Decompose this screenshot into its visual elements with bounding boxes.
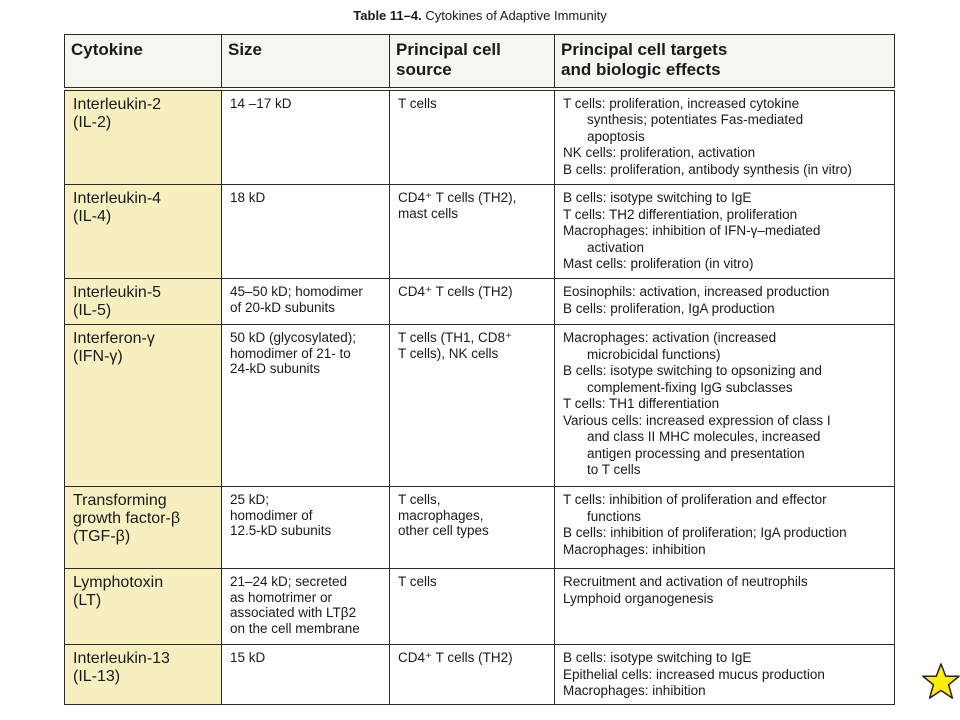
header-source: Principal cell source xyxy=(390,35,555,89)
cell-source-line: CD4⁺ T cells (TH2), xyxy=(398,190,517,205)
biologic-effects xyxy=(555,89,895,185)
cytokine-size-line: on the cell membrane xyxy=(230,620,360,636)
cytokine-size xyxy=(222,645,390,705)
cytokine-size-line: 18 kD xyxy=(230,190,266,205)
cytokine-size-line: 24-kD subunits xyxy=(230,361,321,376)
effect-line: and class II MHC molecules, increased xyxy=(587,429,821,444)
cytokine-name-line: (IL-2) xyxy=(73,113,112,131)
effect-line: antigen processing and presentation xyxy=(587,445,805,461)
cytokine-name-line: Interleukin-2 xyxy=(73,95,162,113)
cytokine-size xyxy=(222,279,390,325)
cytokine-name-line: Interleukin-4 xyxy=(73,190,162,207)
biologic-effects xyxy=(555,325,895,487)
cytokine-size xyxy=(222,185,390,279)
effect-line: Macrophages: inhibition of IFN-γ–mediated xyxy=(563,223,821,238)
cytokine-name-line: Lymphotoxin xyxy=(73,574,164,591)
cytokine-size-line: 21–24 kD; secreted xyxy=(230,574,348,589)
effect-line: microbicidal functions) xyxy=(587,346,721,362)
cytokine-size-line: associated with LTβ2 xyxy=(230,605,357,620)
cell-source-line: CD4⁺ T cells (TH2) xyxy=(398,284,513,299)
cytokine-name-line: (IL-4) xyxy=(73,208,112,225)
cell-source xyxy=(390,279,555,325)
effect-line: Various cells: increased expression of class I xyxy=(563,412,831,428)
effect-line: Macrophages: inhibition xyxy=(563,683,706,698)
cytokine-name-line: Interferon-γ xyxy=(73,330,155,347)
effect-line: Macrophages: inhibition xyxy=(563,541,706,557)
cell-source xyxy=(390,185,555,279)
table-body xyxy=(65,89,895,705)
cytokine-size-line: 25 kD; xyxy=(230,492,270,507)
cytokine-size-line: 45–50 kD; homodimer xyxy=(230,284,363,299)
effect-line: T cells: TH1 differentiation xyxy=(563,396,720,411)
cytokine-size xyxy=(222,569,390,645)
cytokine-name xyxy=(65,325,222,487)
effect-line: B cells: proliferation, IgA production xyxy=(563,300,775,316)
biologic-effects xyxy=(555,645,895,705)
effect-line: functions xyxy=(587,508,642,524)
effect-line: complement-fixing IgG subclasses xyxy=(587,379,793,395)
effect-line: synthesis; potentiates Fas-mediated xyxy=(587,112,804,127)
biologic-effects xyxy=(555,185,895,279)
table-row xyxy=(65,279,895,325)
cell-source xyxy=(390,325,555,487)
cell-source xyxy=(390,645,555,705)
biologic-effects xyxy=(555,279,895,325)
cell-source-line: T cells), NK cells xyxy=(398,345,499,361)
table-row xyxy=(65,185,895,279)
cell-source xyxy=(390,89,555,185)
table-row xyxy=(65,487,895,569)
table-header-row xyxy=(65,35,895,89)
table-row xyxy=(65,89,895,185)
effect-line: Eosinophils: activation, increased production xyxy=(563,284,830,299)
table-caption-label: Table 11–4. xyxy=(353,8,422,23)
effect-line: Epithelial cells: increased mucus production xyxy=(563,666,825,682)
cytokine-size-line: as homotrimer or xyxy=(230,589,333,605)
cytokine-name xyxy=(65,89,222,185)
effect-line: T cells: proliferation, increased cytokine xyxy=(563,95,800,111)
cytokine-size xyxy=(222,89,390,185)
cell-source xyxy=(390,487,555,569)
cytokine-size-line: 14 –17 kD xyxy=(230,95,292,111)
header-cytokine: Cytokine xyxy=(65,35,222,89)
effect-line: apoptosis xyxy=(587,128,645,144)
table-row xyxy=(65,325,895,487)
cell-source-line: macrophages, xyxy=(398,507,484,523)
cytokine-size xyxy=(222,487,390,569)
cytokine-name-line: Interleukin-13 xyxy=(73,650,170,667)
cytokine-size xyxy=(222,325,390,487)
cytokine-name-line: growth factor-β xyxy=(73,510,181,527)
cytokine-size-line: homodimer of 21- to xyxy=(230,345,351,361)
header-effects: Principal cell targets and biologic effects xyxy=(555,35,895,89)
cytokine-name-line: (TGF-β) xyxy=(73,528,131,545)
cell-source-line: T cells xyxy=(398,574,437,589)
cytokine-name-line: (IL-5) xyxy=(73,302,112,319)
effect-line: B cells: isotype switching to IgE xyxy=(563,190,752,205)
table-caption-title: Cytokines of Adaptive Immunity xyxy=(425,8,607,23)
cytokine-name-line: Interleukin-5 xyxy=(73,284,162,301)
effect-line: to T cells xyxy=(587,462,641,477)
cytokine-size-line: 12.5-kD subunits xyxy=(230,523,332,538)
cytokine-table xyxy=(64,34,895,705)
table-row xyxy=(65,645,895,705)
cytokine-name xyxy=(65,487,222,569)
cytokine-name xyxy=(65,569,222,645)
star-icon[interactable] xyxy=(922,662,960,700)
effect-line: T cells: inhibition of proliferation and effector xyxy=(563,492,827,507)
table-caption xyxy=(0,8,960,23)
effect-line: Recruitment and activation of neutrophils xyxy=(563,574,808,589)
biologic-effects xyxy=(555,487,895,569)
cell-source xyxy=(390,569,555,645)
effect-line: B cells: isotype switching to opsonizing and xyxy=(563,363,822,378)
cell-source-line: T cells, xyxy=(398,492,441,507)
cytokine-name xyxy=(65,185,222,279)
cytokine-name xyxy=(65,279,222,325)
cell-source-line: CD4⁺ T cells (TH2) xyxy=(398,650,513,665)
table-row xyxy=(65,569,895,645)
effect-line: NK cells: proliferation, activation xyxy=(563,145,756,160)
effect-line: B cells: proliferation, antibody synthesis (in vitro) xyxy=(563,161,852,177)
biologic-effects xyxy=(555,569,895,645)
cytokine-name xyxy=(65,645,222,705)
cytokine-name-line: (IFN-γ) xyxy=(73,348,123,365)
cytokine-name-line: (IL-13) xyxy=(73,668,121,685)
header-size: Size xyxy=(222,35,390,89)
effect-line: Macrophages: activation (increased xyxy=(563,330,777,345)
cell-source-line: T cells xyxy=(398,95,437,111)
cytokine-size-line: 15 kD xyxy=(230,650,266,665)
effect-line: Mast cells: proliferation (in vitro) xyxy=(563,256,754,271)
effect-line: B cells: inhibition of proliferation; IgA production xyxy=(563,525,847,540)
effect-line: B cells: isotype switching to IgE xyxy=(563,650,752,665)
cell-source-line: T cells (TH1, CD8⁺ xyxy=(398,330,513,345)
effect-line: activation xyxy=(587,239,645,255)
cytokine-size-line: of 20-kD subunits xyxy=(230,299,336,315)
cell-source-line: other cell types xyxy=(398,523,489,538)
cytokine-size-line: 50 kD (glycosylated); xyxy=(230,330,357,345)
cell-source-line: mast cells xyxy=(398,205,459,221)
effect-line: T cells: TH2 differentiation, proliferation xyxy=(563,206,798,222)
cytokine-name-line: (LT) xyxy=(73,592,102,609)
star-shape xyxy=(923,664,959,698)
effect-line: Lymphoid organogenesis xyxy=(563,590,714,606)
cytokine-name-line: Transforming xyxy=(73,492,167,509)
cytokine-size-line: homodimer of xyxy=(230,507,313,523)
